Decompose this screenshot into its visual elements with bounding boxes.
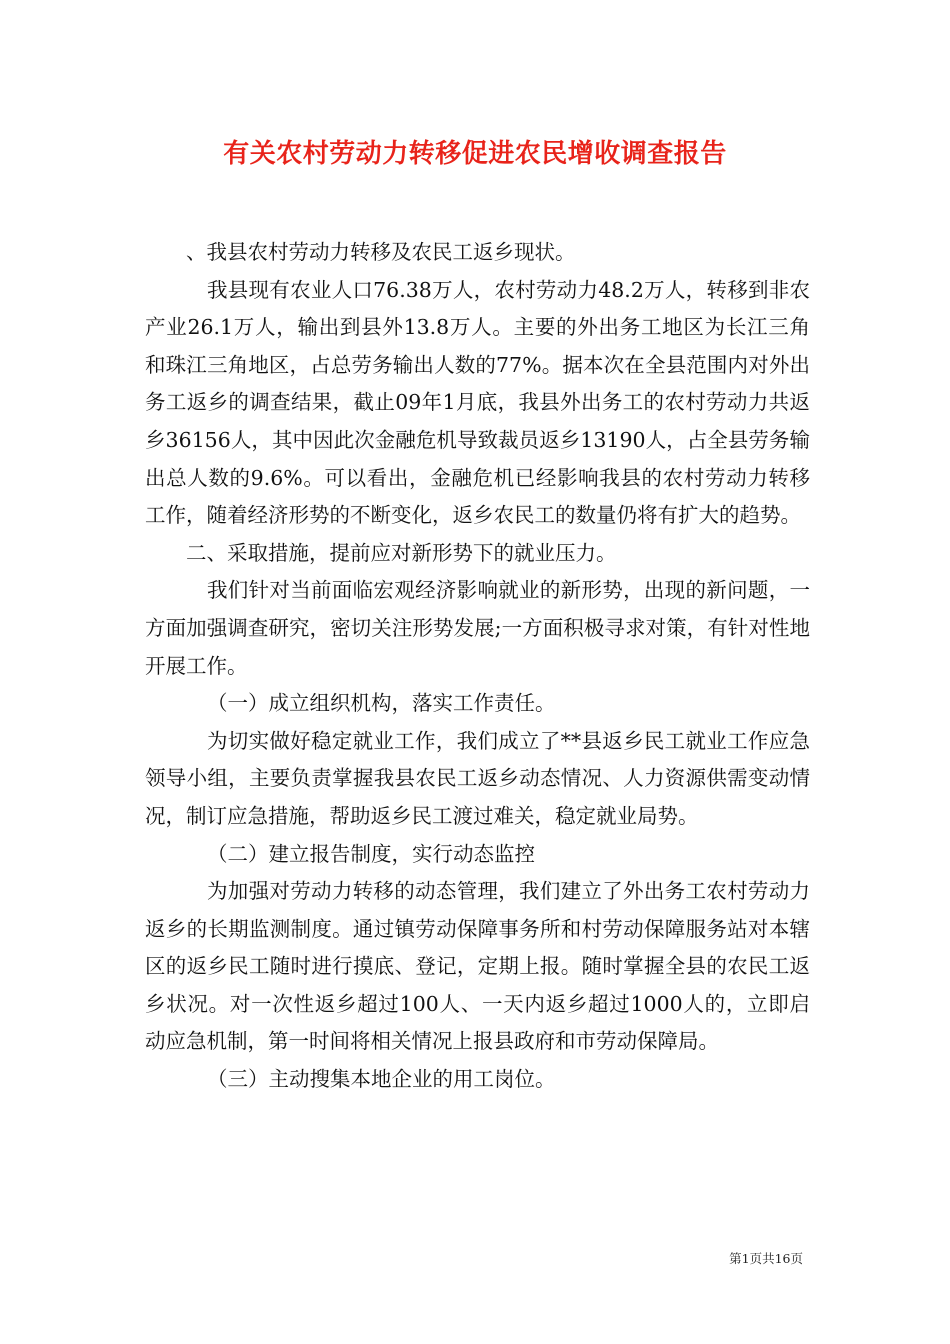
paragraph-1: 、我县农村劳动力转移及农民工返乡现状。 xyxy=(186,240,576,264)
paragraph-3: 二、采取措施，提前应对新形势下的就业压力。 xyxy=(186,540,617,565)
paragraph-2: 我县现有农业人口76.38万人，农村劳动力48.2万人，转移到非农产业26.1万人，输出到县外13.8万人。主要的外出务工地区为长江三角和珠江三角地区，占总劳务输出人数的77%。据本次在全县范围内对外出务工返乡的调查结果，截止09年1月底，我县外出务工的农村劳动力共返乡36156人，其中因此次金融危机导致裁员返乡13190人，占全县劳务输出总人数的9.6%。可以看出，金融危机已经影响我县的农村劳动力转移工作，随着经济形势的不断变化，返乡农民工的数量仍将有扩大的趋势。 xyxy=(145,277,810,528)
paragraph-4: 我们针对当前面临宏观经济影响就业的新形势，出现的新问题，一方面加强调查研究，密切关注形势发展;一方面积极寻求对策，有针对性地开展工作。 xyxy=(145,578,810,678)
document-body xyxy=(145,234,810,1099)
page-number: 第1页共16页 xyxy=(729,1251,803,1266)
document-title: 有关农村劳动力转移促进农民增收调查报告 xyxy=(223,139,727,169)
paragraph-8: 为加强对劳动力转移的动态管理，我们建立了外出务工农村劳动力返乡的长期监测制度。通过镇劳动保障事务所和村劳动保障服务站对本辖区的返乡民工随时进行摸底、登记，定期上报。随时掌握全县的农民工返乡状况。对一次性返乡超过100人、一天内返乡超过1000人的，立即启动应急机制，第一时间将相关情况上报县政府和市劳动保障局。 xyxy=(145,879,810,1054)
paragraph-5: （一）成立组织机构，落实工作责任。 xyxy=(207,691,556,716)
paragraph-7: （二）建立报告制度，实行动态监控 xyxy=(207,841,535,866)
paragraph-6: 为切实做好稳定就业工作，我们成立了**县返乡民工就业工作应急领导小组，主要负责掌握我县农民工返乡动态情况、人力资源供需变动情况，制订应急措施，帮助返乡民工渡过难关，稳定就业局势。 xyxy=(145,728,810,828)
paragraph-9: （三）主动搜集本地企业的用工岗位。 xyxy=(207,1067,556,1092)
